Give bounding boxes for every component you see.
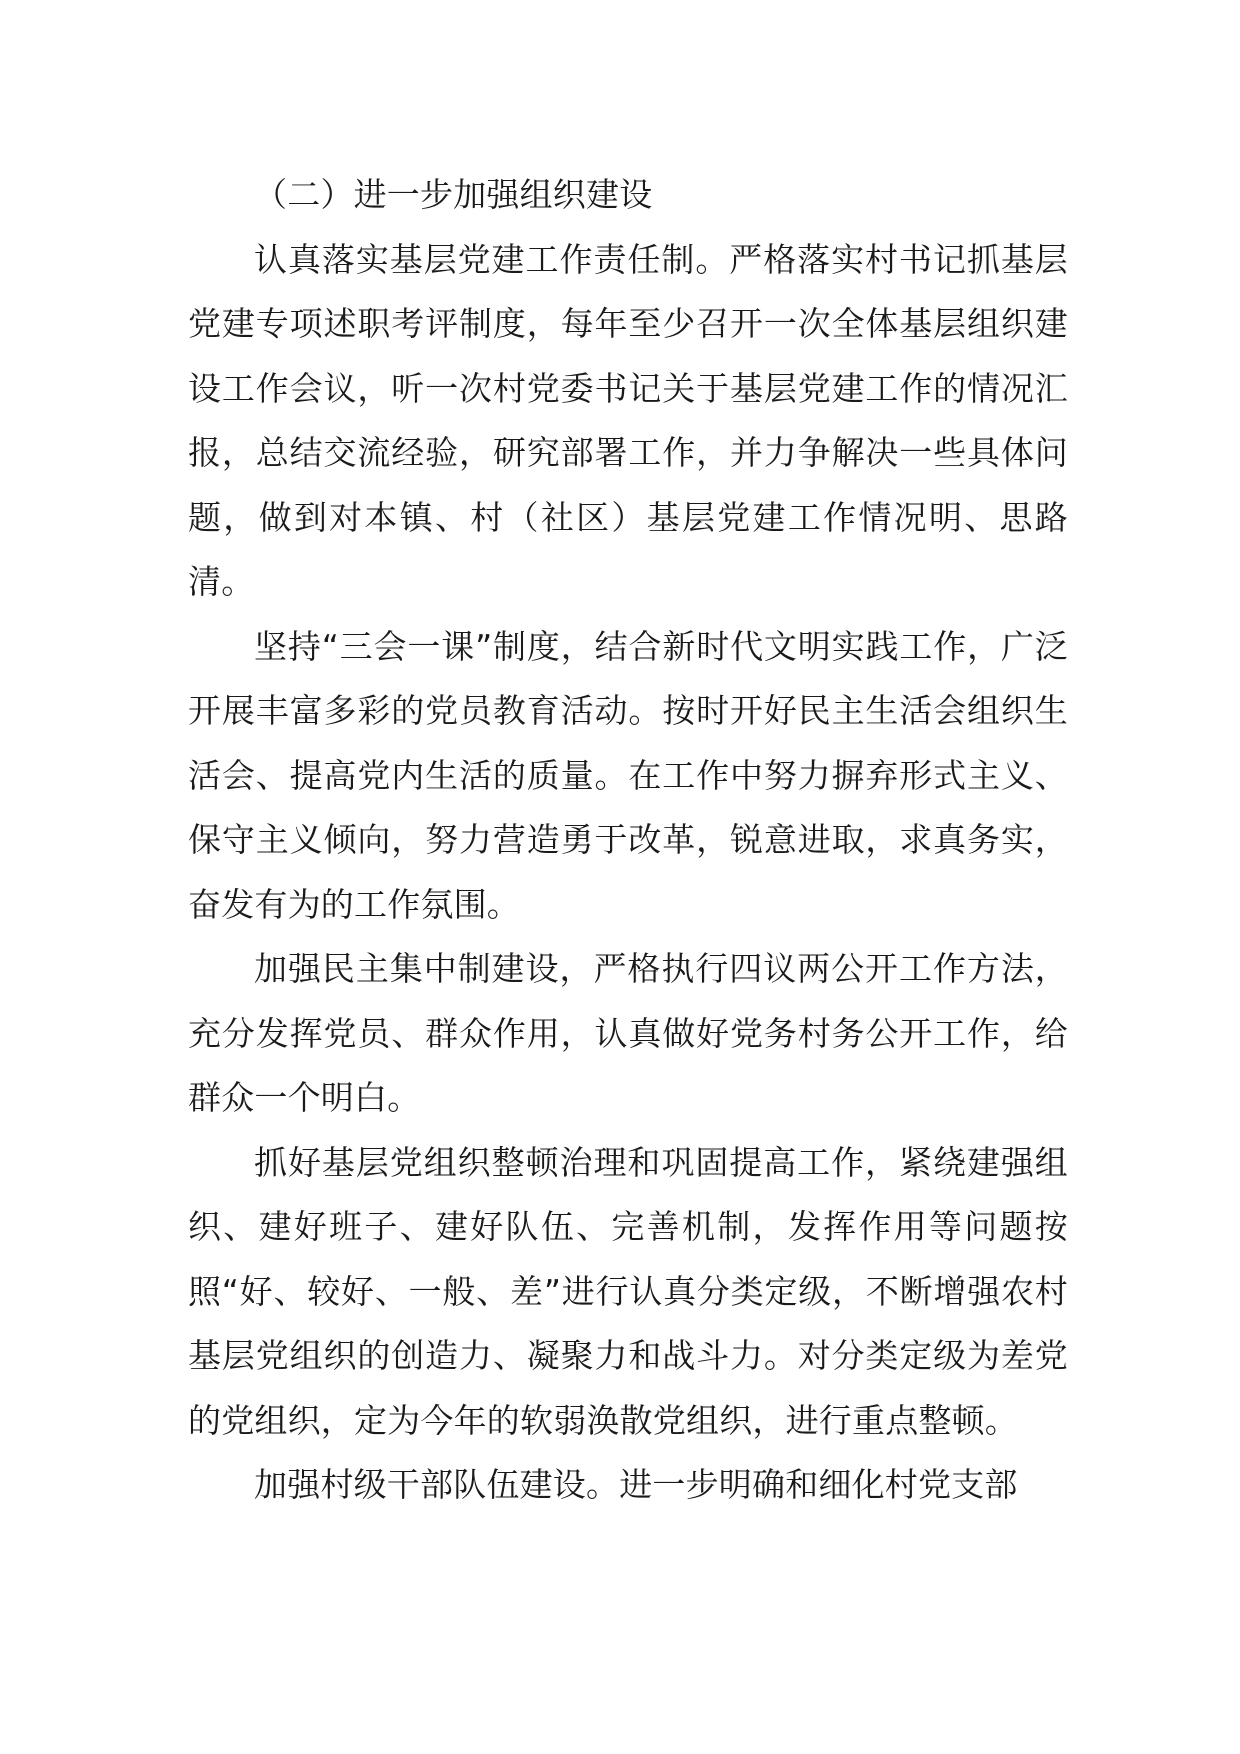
paragraph-2: 坚持“三会一课”制度，结合新时代文明实践工作，广泛开展丰富多彩的党员教育活动。按时开好民主生活会组织生活会、提高党内生活的质量。在工作中努力摒弃形式主义、保守主义倾向，努力营造勇于改革，锐意进取，求真务实，奋发有为的工作氛围。	[188, 626, 1068, 924]
paragraph-1: 认真落实基层党建工作责任制。严格落实村书记抓基层党建专项述职考评制度，每年至少召开一次全体基层组织建设工作会议，听一次村党委书记关于基层党建工作的情况汇报，总结交流经验，研究部署工作，并力争解决一些具体问题，做到对本镇、村（社区）基层党建工作情况明、思路清。	[188, 239, 1068, 601]
paragraph-3: 加强民主集中制建设，严格执行四议两公开工作方法，充分发挥党员、群众作用，认真做好党务村务公开工作，给群众一个明白。	[188, 949, 1068, 1117]
document-body	[188, 163, 1068, 1518]
paragraph-4: 抓好基层党组织整顿治理和巩固提高工作，紧绕建强组织、建好班子、建好队伍、完善机制，发挥作用等问题按照“好、较好、一般、差”进行认真分类定级，不断增强农村基层党组织的创造力、凝聚力和战斗力。对分类定级为差党的党组织，定为今年的软弱涣散党组织，进行重点整顿。	[188, 1142, 1068, 1440]
paragraph-5: 加强村级干部队伍建设。进一步明确和细化村党支部	[254, 1465, 1018, 1504]
section-heading: （二）进一步加强组织建设	[254, 175, 653, 214]
